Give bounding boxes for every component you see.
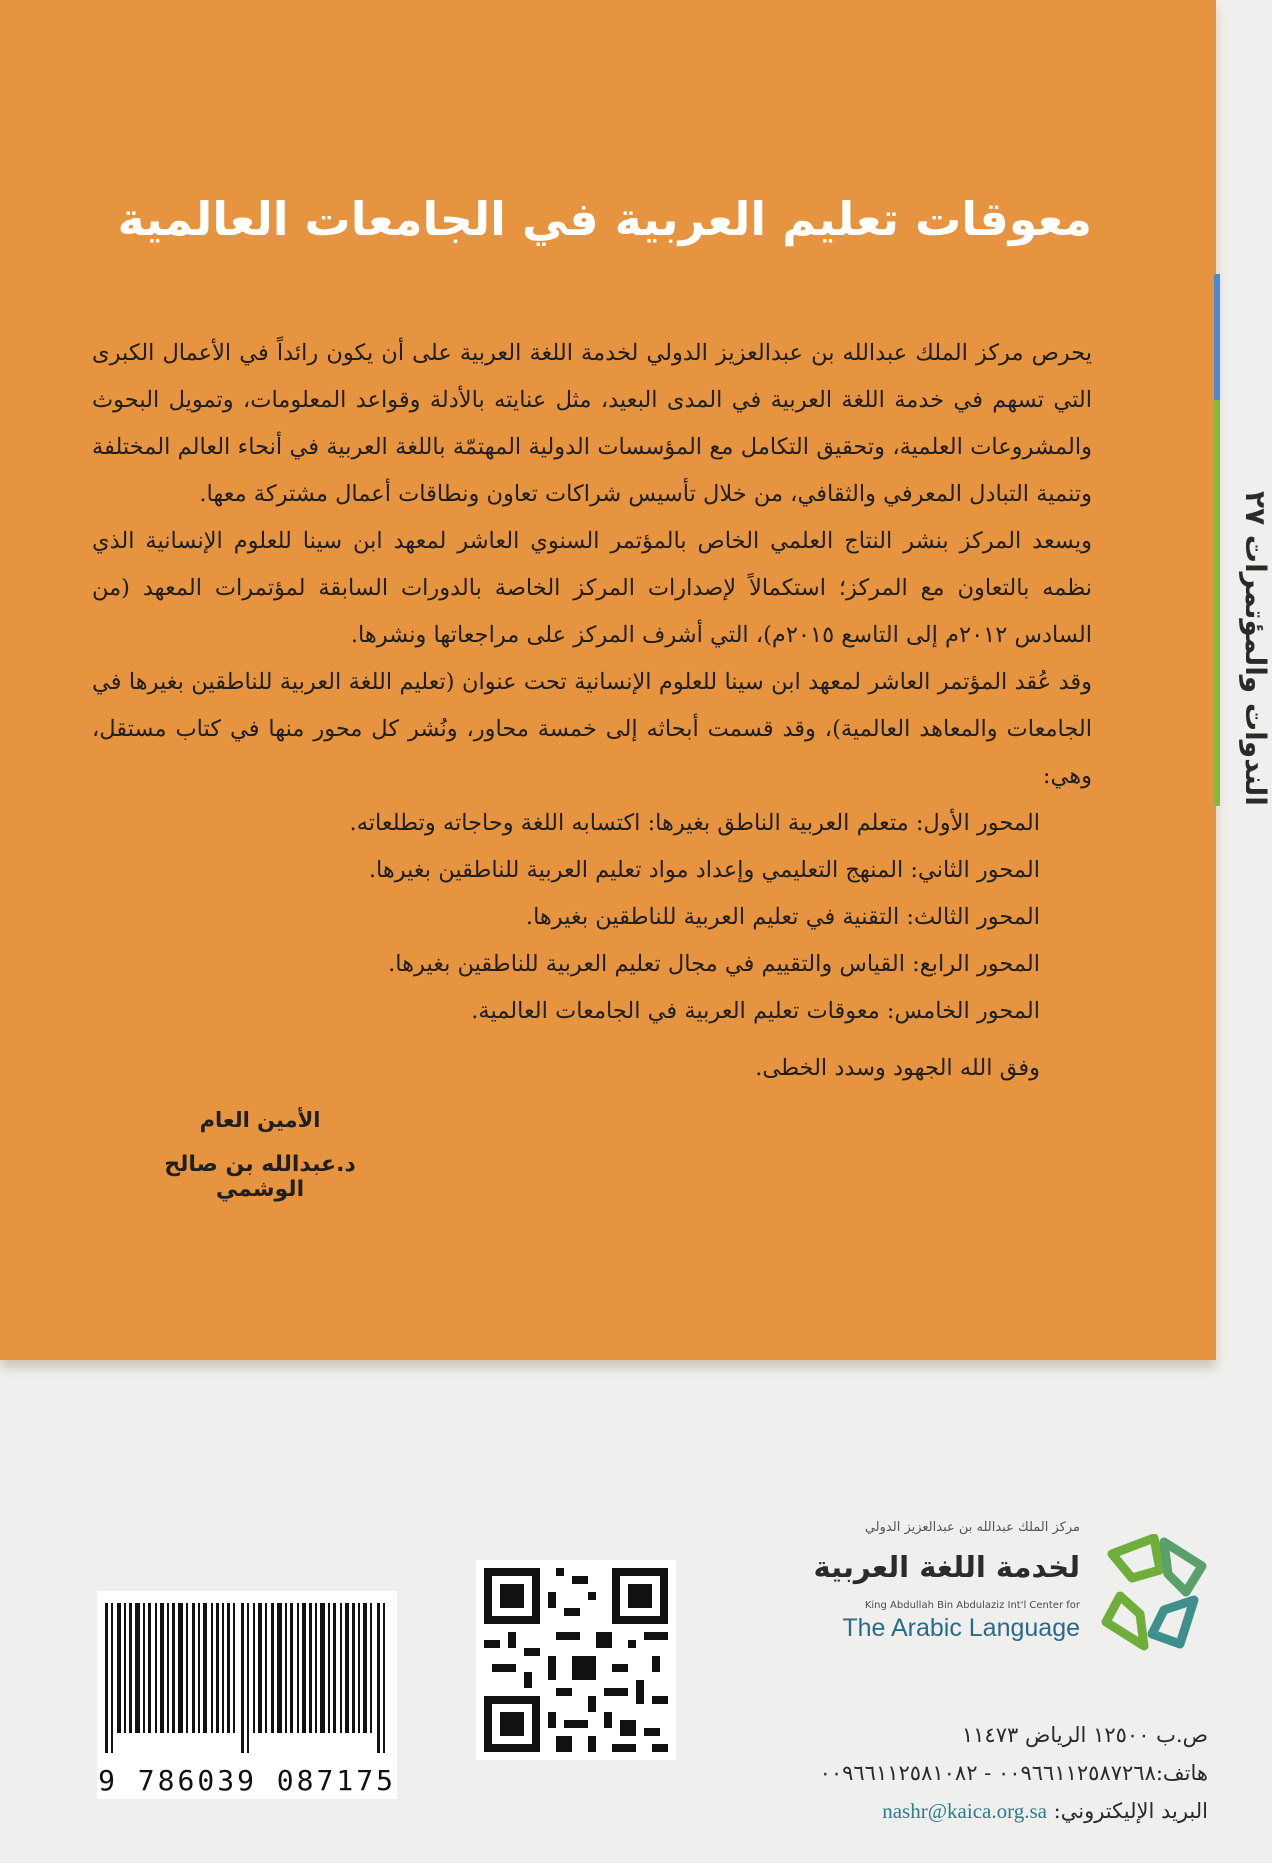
- email-link[interactable]: nashr@kaica.org.sa: [882, 1799, 1047, 1823]
- body-text: [92, 330, 1092, 1092]
- series-side-tab: [1214, 274, 1272, 806]
- signature-name: د.عبدالله بن صالح الوشمي: [164, 1152, 356, 1202]
- contact-info: [820, 1716, 1208, 1830]
- publisher-name-en: The Arabic Language: [842, 1614, 1080, 1642]
- isbn-digits: 9 786039 087175: [98, 1764, 396, 1797]
- email-label: البريد الإليكتروني:: [1053, 1799, 1208, 1823]
- barcode-bars-icon: [105, 1603, 389, 1753]
- publisher-logo: [813, 1520, 1210, 1690]
- axis-item: المحور الثالث: التقنية في تعليم العربية للناطقين بغيرها.: [525, 904, 1040, 930]
- closing-line: وفق الله الجهود وسدد الخطى.: [755, 1055, 1040, 1081]
- publisher-name-ar-small: مركز الملك عبدالله بن عبدالعزيز الدولي: [864, 1520, 1080, 1535]
- publisher-name-ar: لخدمة اللغة العربية: [813, 1550, 1080, 1584]
- axis-item: المحور الخامس: معوقات تعليم العربية في الجامعات العالمية.: [471, 998, 1040, 1024]
- paragraph-publishing: ويسعد المركز بنشر النتاج العلمي الخاص بالمؤتمر السنوي العاشر لمعهد ابن سينا للعلوم الإنسانية الذي نظمه بالتعاون مع المركز؛ استكمالاً لإصدارات المركز الخاصة بالدورات السابقة لمؤتمرات المعهد (من السادس ٢٠١٢م إلى التاسع ٢٠١٥م)، التي أشرف المركز على مراجعاتها ونشرها.: [92, 528, 1092, 648]
- signature-block: [120, 1108, 400, 1202]
- qr-code: [476, 1560, 676, 1760]
- axis-item: المحور الثاني: المنهج التعليمي وإعداد مواد تعليم العربية للناطقين بغيرها.: [368, 857, 1040, 883]
- side-tab-blue-strip: [1214, 274, 1220, 400]
- postal-address: ص.ب ١٢٥٠٠ الرياض ١١٤٧٣: [961, 1723, 1208, 1747]
- book-title: معوقات تعليم العربية في الجامعات العالمية: [117, 192, 1092, 246]
- paragraph-conference: وقد عُقد المؤتمر العاشر لمعهد ابن سينا للعلوم الإنسانية تحت عنوان (تعليم اللغة العربية للناطقين بغيرها في الجامعات والمعاهد العالمية)، وقد قسمت أبحاثه إلى خمسة محاور، ونُشر كل محور منها في كتاب مستقل، وهي:: [92, 669, 1092, 789]
- axis-item: المحور الرابع: القياس والتقييم في مجال تعليم العربية للناطقين بغيرها.: [388, 951, 1040, 977]
- publisher-name-en-small: King Abdullah Bin Abdulaziz Int'l Center for: [864, 1600, 1080, 1611]
- qr-code-icon: [476, 1560, 676, 1760]
- phone-numbers: هاتف:٠٠٩٦٦١١٢٥٨٧٢٦٨ - ٠٠٩٦٦١١٢٥٨١٠٨٢: [819, 1761, 1208, 1785]
- axis-item: المحور الأول: متعلم العربية الناطق بغيرها: اكتسابه اللغة وحاجاته وتطلعاته.: [349, 810, 1040, 836]
- email-line: [820, 1792, 1208, 1830]
- signature-role: الأمين العام: [199, 1108, 321, 1132]
- isbn-barcode: [97, 1591, 397, 1799]
- kaica-logo-icon: [1098, 1534, 1210, 1654]
- paragraph-intro: يحرص مركز الملك عبدالله بن عبدالعزيز الدولي لخدمة اللغة العربية على أن يكون رائداً في الأعمال الكبرى التي تسهم في خدمة اللغة العربية في المدى البعيد، مثل عنايته بالأدلة وقواعد المعلومات، وتمويل البحوث والمشروعات العلمية، وتحقيق التكامل مع المؤسسات الدولية المهتمّة باللغة العربية في أنحاء العالم المختلفة وتنمية التبادل المعرفي والثقافي، من خلال تأسيس شراكات تعاون ونطاقات أعمال مشتركة معها.: [92, 340, 1092, 507]
- series-label: الندوات والمؤتمرات ٢٧: [1239, 491, 1272, 806]
- side-tab-green-strip: [1214, 400, 1220, 806]
